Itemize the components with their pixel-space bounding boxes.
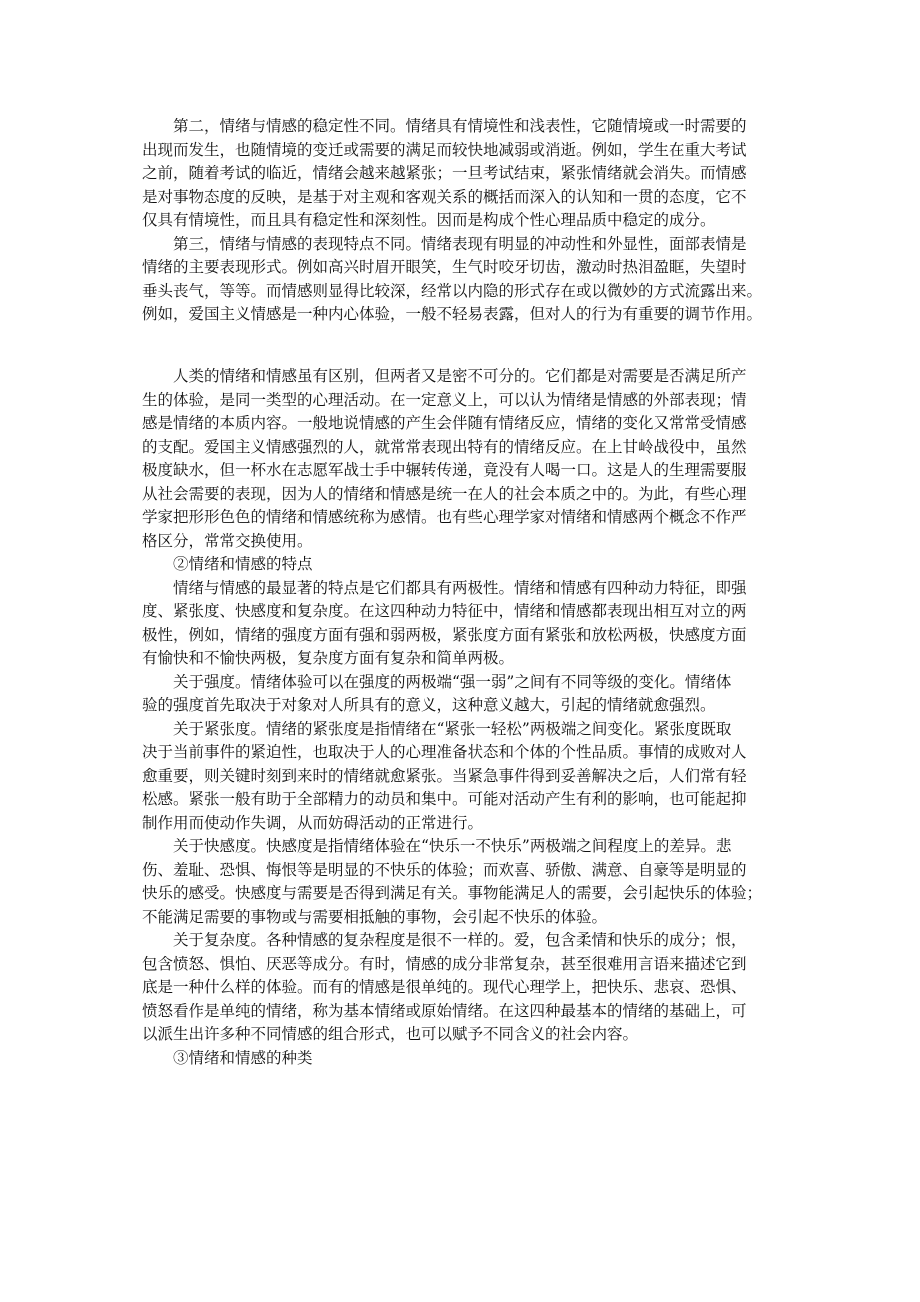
text-line: 愈重要，则关键时刻到来时的情绪就愈紧张。当紧急事件得到妥善解决之后，人们常有轻 bbox=[142, 766, 747, 785]
text-line: 以派生出许多种不同情感的组合形式，也可以赋予不同含义的社会内容。 bbox=[142, 1025, 639, 1043]
text-line: 决于当前事件的紧迫性，也取决于人的心理准备状态和个体的个性品质。事情的成败对人 bbox=[142, 743, 747, 761]
text-line: 出现而发生，也随情境的变迁或需要的满足而较快地减弱或消逝。例如，学生在重大考试 bbox=[142, 140, 747, 159]
text-block-stability-expression bbox=[142, 115, 782, 327]
text-line: 仅具有情境性，而且具有稳定性和深刻性。因而是构成个性心理品质中稳定的成分。 bbox=[142, 211, 716, 229]
text-line: 关于快感度。快感度是指情绪体验在“快乐一不快乐”两极端之间程度上的差异。悲 bbox=[173, 837, 732, 855]
text-line: 有愉快和不愉快两极，复杂度方面有复杂和简单两极。 bbox=[142, 649, 515, 667]
text-line: 快乐的感受。快感度与需要是否得到满足有关。事物能满足人的需要，会引起快乐的体验； bbox=[142, 884, 763, 902]
text-line: 愤怒看作是单纯的情绪，称为基本情绪或原始情绪。在这四种最基本的情绪的基础上，可 bbox=[142, 1001, 747, 1020]
text-line: 是对事物态度的反映，是基于对主观和客观关系的概括而深入的认知和一贯的态度，它不 bbox=[142, 187, 747, 206]
text-line: 验的强度首先取决于对象对人所具有的意义，这种意义越大，引起的情绪就愈强烈。 bbox=[142, 696, 716, 714]
text-block-relation-characteristics bbox=[142, 365, 782, 1070]
text-line: 关于复杂度。各种情感的复杂程度是很不一样的。爱，包含柔情和快乐的成分；恨， bbox=[173, 931, 747, 949]
text-line: 制作用而使动作失调，从而妨碍活动的正常进行。 bbox=[142, 813, 484, 832]
text-line: 第三，情绪与情感的表现特点不同。情绪表现有明显的冲动性和外显性，面部表情是 bbox=[173, 234, 747, 253]
text-line: 的支配。爱国主义情感强烈的人，就常常表现出特有的情绪反应。在上甘岭战役中，虽然 bbox=[142, 437, 747, 456]
text-line: 格区分，常常交换使用。 bbox=[142, 531, 313, 550]
text-line: 垂头丧气，等等。而情感则显得比较深，经常以内隐的形式存在或以微妙的方式流露出来。 bbox=[142, 281, 763, 300]
text-line: 情绪的主要表现形式。例如高兴时眉开眼笑，生气时咬牙切齿，激动时热泪盈眶，失望时 bbox=[142, 258, 747, 276]
text-line: 感是情绪的本质内容。一般地说情感的产生会伴随有情绪反应，情绪的变化又常常受情感 bbox=[142, 414, 747, 432]
text-line: 极度缺水，但一杯水在志愿军战士手中辗转传递，竟没有人喝一口。这是人的生理需要服 bbox=[142, 461, 747, 479]
text-line: 生的体验，是同一类型的心理活动。在一定意义上，可以认为情绪是情感的外部表现；情 bbox=[142, 390, 747, 409]
text-line: 之前，随着考试的临近，情绪会越来越紧张；一旦考试结束，紧张情绪就会消失。而情感 bbox=[142, 164, 747, 182]
text-line: 度、紧张度、快感度和复杂度。在这四种动力特征中，情绪和情感都表现出相互对立的两 bbox=[142, 602, 747, 620]
text-line: 从社会需要的表现，因为人的情绪和情感是统一在人的社会本质之中的。为此，有些心理 bbox=[142, 484, 747, 503]
text-line: 包含愤怒、惧怕、厌恶等成分。有时，情感的成分非常复杂，甚至很难用言语来描述它到 bbox=[142, 954, 747, 973]
text-line: 情绪与情感的最显著的特点是它们都具有两极性。情绪和情感有四种动力特征，即强 bbox=[173, 578, 747, 597]
text-line: 伤、羞耻、恐惧、悔恨等是明显的不快乐的体验；而欢喜、骄傲、满意、自豪等是明显的 bbox=[142, 860, 747, 879]
text-line: 底是一种什么样的体验。而有的情感是很单纯的。现代心理学上，把快乐、悲哀、恐惧、 bbox=[142, 978, 747, 996]
text-line: 极性，例如，情绪的强度方面有强和弱两极，紧张度方面有紧张和放松两极，快感度方面 bbox=[142, 625, 747, 644]
text-line: 不能满足需要的事物或与需要相抵触的事物，会引起不快乐的体验。 bbox=[142, 907, 608, 926]
text-line: 松感。紧张一般有助于全部精力的动员和集中。可能对活动产生有利的影响，也可能起抑 bbox=[142, 790, 747, 808]
text-line: 关于强度。情绪体验可以在强度的两极端“强一弱”之间有不同等级的变化。情绪体 bbox=[173, 672, 732, 691]
text-line: 第二，情绪与情感的稳定性不同。情绪具有情境性和浅表性，它随情境或一时需要的 bbox=[173, 117, 747, 135]
text-line: 关于紧张度。情绪的紧张度是指情绪在“紧张一轻松”两极端之间变化。紧张度既取 bbox=[173, 719, 732, 738]
text-line: 例如，爱国主义情感是一种内心体验，一般不轻易表露，但对人的行为有重要的调节作用。 bbox=[142, 305, 763, 323]
text-line: ②情绪和情感的特点 bbox=[173, 555, 313, 573]
text-line: ③情绪和情感的种类 bbox=[173, 1048, 313, 1067]
text-line: 人类的情绪和情感虽有区别，但两者又是密不可分的。它们都是对需要是否满足所产 bbox=[173, 367, 747, 385]
text-line: 学家把形形色色的情绪和情感统称为感情。也有些心理学家对情绪和情感两个概念不作严 bbox=[142, 508, 747, 526]
